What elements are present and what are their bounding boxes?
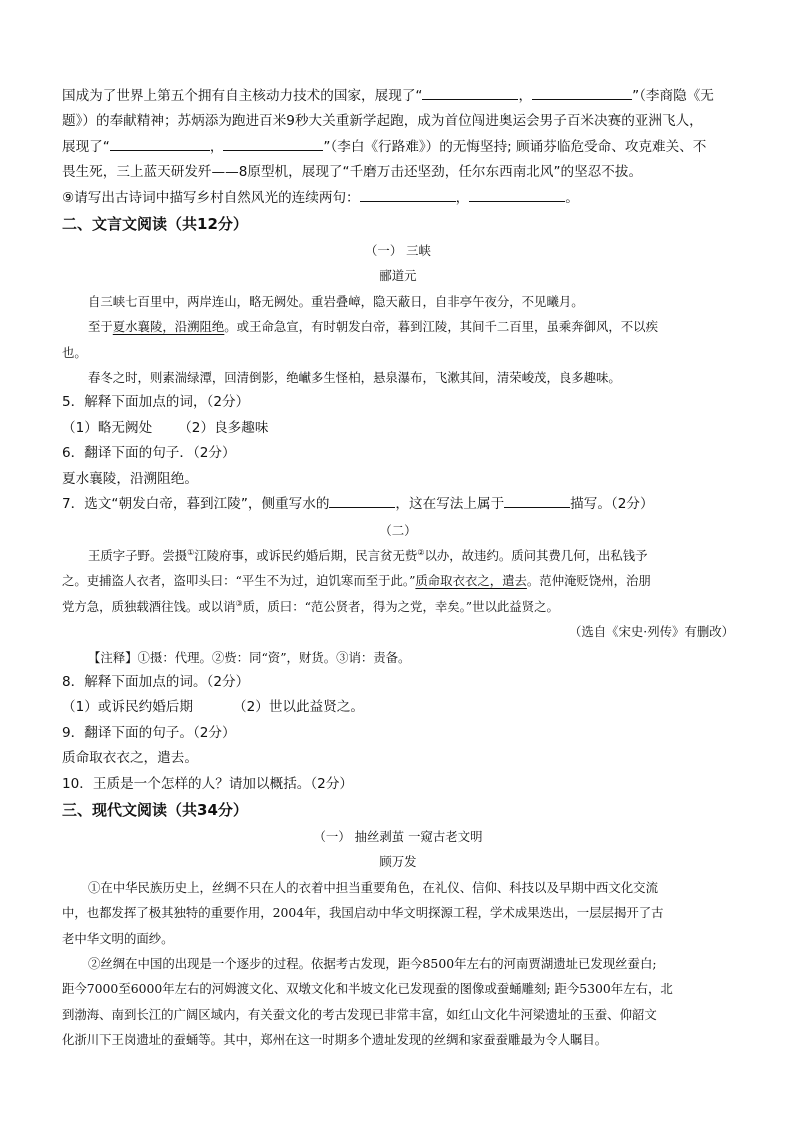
p-text: 党方急，质独载酒往饯。或以诮 — [62, 598, 236, 614]
p-text: 之。吏捕盗人衣者，盗叩头曰：“平生不为过，迫饥寒而至于此。” — [62, 573, 416, 589]
note-marker: ② — [417, 547, 425, 557]
answer-blank[interactable] — [532, 85, 632, 100]
s1-text: ， — [518, 88, 533, 104]
answer-blank[interactable] — [504, 493, 570, 508]
note-marker: ③ — [235, 598, 243, 608]
answer-blank[interactable] — [469, 187, 565, 202]
section-heading-classical: 二、文言文阅读（共12分） — [62, 215, 248, 234]
passage2-title: （二） — [379, 522, 417, 538]
answer-blank[interactable] — [223, 136, 323, 151]
passage2-line-1 — [62, 543, 734, 568]
q8-item: （2）世以此益贤之。 — [233, 699, 364, 716]
q7-text: 7．选文“朝发白帝，暮到江陵”，侧重写水的 — [62, 496, 330, 513]
s1-text: ”（李白《行路难》）的无悔坚持; 顾诵芬临危受命、攻克难关、不 — [323, 138, 707, 155]
note-marker: ① — [187, 547, 195, 557]
s1-line-1 — [62, 84, 734, 109]
article-p1-line-3: 老中华文明的面纱。 — [62, 930, 174, 946]
s1-line-2: 题》）的奉献精神；苏炳添为跑进百米9秒大关重新学起跑，成为首位闯进奥运会男子百米决赛的亚洲飞人， — [62, 113, 703, 130]
s1-line-3 — [62, 135, 734, 160]
p2-text: 至于 — [88, 319, 113, 335]
s1-text: ”（李商隐《无 — [632, 88, 714, 104]
question-5: 5．解释下面加点的词，（2分） — [62, 394, 250, 411]
p-text: 质，质曰：“范公贤者，得为之党，幸矣。”世以此益贤之。 — [242, 598, 559, 614]
page-content — [62, 84, 734, 1053]
s1-text: ， — [209, 138, 224, 155]
passage1-paragraph-2-end: 也。 — [62, 344, 87, 360]
question-7 — [62, 492, 734, 517]
q7-text: 描写。（2分） — [570, 496, 654, 513]
p2-text: 。或王命急宣，有时朝发白帝，暮到江陵，其间千二百里，虽乘奔御风，不以疾 — [224, 319, 658, 335]
p-text: 王质字子野。尝摄 — [88, 547, 188, 563]
q5-item: （2）良多趣味 — [178, 419, 269, 436]
question-6: 6．翻译下面的句子．（2分） — [62, 445, 236, 462]
p-text: 江陵府事，或诉民约婚后期，民言贫无赀 — [194, 547, 418, 563]
s1-text: 。 — [565, 189, 579, 206]
question-6-sentence: 夏水襄陵，沿溯阻绝。 — [62, 470, 198, 487]
passage1-paragraph-1: 自三峡七百里中，两岸连山，略无阙处。重岩叠嶂，隐天蔽日，自非亭午夜分，不见曦月。 — [88, 293, 584, 309]
s1-line-5 — [62, 186, 734, 211]
s1-text: 国成为了世界上第五个拥有自主核动力技术的国家，展现了“ — [62, 88, 423, 104]
question-9-sentence: 质命取衣衣之，遣去。 — [62, 750, 198, 767]
answer-blank[interactable] — [360, 187, 456, 202]
passage1-paragraph-3: 春冬之时，则素湍绿潭，回清倒影，绝𪩘多生怪柏，悬泉瀑布，飞漱其间，清荣峻茂，良多趣味。 — [88, 370, 621, 386]
article-author: 顾万发 — [379, 854, 417, 870]
q5-item: （1）略无阙处 — [62, 419, 153, 436]
question-5-items — [62, 416, 734, 441]
article-title: （一） 抽丝剥茧 一窥古老文明 — [313, 828, 483, 844]
passage2-line-3 — [62, 594, 734, 619]
question-9: 9．翻译下面的句子。（2分） — [62, 724, 236, 741]
passage1-title: （一） 三峡 — [365, 243, 431, 259]
q8-item: （1）或诉民约婚后期 — [62, 699, 193, 716]
question-8: 8．解释下面加点的词。（2分） — [62, 673, 250, 690]
s1-text: 展现了“ — [62, 138, 110, 155]
answer-blank[interactable] — [422, 85, 518, 100]
article-p2-line-4: 化浙川下王岗遗址的蚕蛹等。其中，郑州在这一时期多个遗址发现的丝绸和家蚕蚕雕最为令人瞩目。 — [62, 1032, 608, 1048]
passage2-source: （选自《宋史·列传》有删改） — [568, 624, 734, 640]
passage2-notes: 【注释】①摄：代理。②赀：同“资”，财货。③诮：责备。 — [88, 649, 411, 665]
article-p1-line-1: ①在中华民族历史上，丝绸不只在人的衣着中担当重要角色，在礼仪、信仰、科技以及早期中西文化交流 — [88, 879, 658, 895]
underlined-sentence: 夏水襄陵，沿溯阻绝 — [112, 319, 225, 335]
q7-text: ，这在写法上属于 — [395, 496, 505, 513]
p-text: 以办，故违约。质问其费几何，出私钱予 — [424, 547, 648, 563]
answer-blank[interactable] — [329, 493, 395, 508]
p-text: 。范仲淹贬饶州，治朋 — [526, 573, 651, 589]
article-p2-line-2: 距今7000至6000年左右的河姆渡文化、双墩文化和半坡文化已发现蚕的图像或蚕蛹雕刻; 距今5300年左右，北 — [62, 981, 673, 997]
answer-blank[interactable] — [110, 136, 210, 151]
question-8-items — [62, 695, 734, 720]
passage1-author: 郦道元 — [379, 268, 417, 284]
underlined-sentence: 质命取衣衣之，遣去 — [415, 573, 527, 589]
article-p2-line-3: 到渤海、南到长江的广阔区域内，有关蚕文化的考古发现已非常丰富，如红山文化牛河梁遗址的玉蚕、仰韶文 — [62, 1006, 657, 1022]
article-p1-line-2: 中，也都发挥了极其独特的重要作用，2004年，我国启动中华文明探源工程，学术成果迭出，一层层揭开了古 — [62, 905, 664, 921]
passage1-paragraph-2 — [62, 314, 734, 339]
s1-line-4: 畏生死，三上蓝天研发歼——8原型机，展现了“千磨万击还坚劲，任尔东西南北风”的坚忍不拔。 — [62, 164, 643, 181]
section-heading-modern: 三、现代文阅读（共34分） — [62, 800, 248, 819]
s1-text: ⑨请写出古诗词中描写乡村自然风光的连续两句： — [62, 189, 360, 206]
passage2-line-2 — [62, 568, 734, 593]
article-p2-line-1: ②丝绸在中国的出现是一个逐步的过程。依据考古发现，距今8500年左右的河南贾湖遗址已发现丝蚕白; — [88, 956, 657, 971]
s1-text: ， — [455, 189, 470, 206]
question-10: 10．王质是一个怎样的人？请加以概括。（2分） — [62, 775, 354, 792]
